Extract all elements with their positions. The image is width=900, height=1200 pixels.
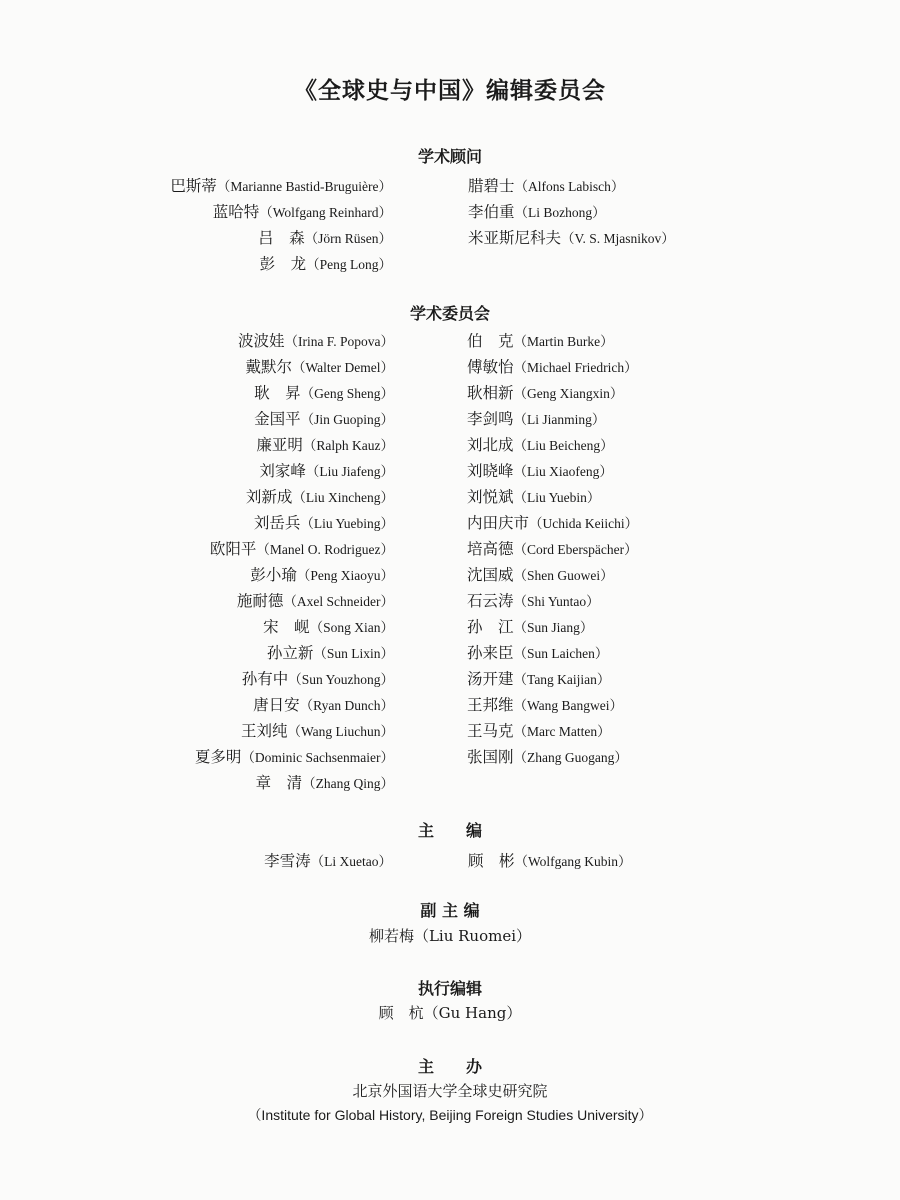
member-entry xyxy=(467,666,638,692)
member-entry xyxy=(170,173,392,199)
member-latin-name: （Sun Lixin） xyxy=(313,646,394,661)
member-entry xyxy=(195,380,394,406)
member-entry xyxy=(195,770,394,796)
member-entry xyxy=(467,562,638,588)
member-chinese-name: 唐日安 xyxy=(253,696,300,714)
member-chinese-name: 王马克 xyxy=(467,722,514,740)
member-latin-name: （Tang Kaijian） xyxy=(513,672,611,687)
executive-editor-heading: 执行编辑 xyxy=(417,979,482,998)
member-chinese-name: 孙立新 xyxy=(266,644,314,662)
member-chinese-name: 彭 龙 xyxy=(259,255,307,273)
advisors-heading: 学术顾问 xyxy=(417,147,482,166)
member-entry xyxy=(195,354,394,380)
member-latin-name: （Shen Guowei） xyxy=(513,568,614,583)
member-latin-name: （V. S. Mjasnikov） xyxy=(561,231,675,246)
member-entry xyxy=(195,536,394,562)
member-chinese-name: 沈国威 xyxy=(467,566,514,584)
member-latin-name: （Shi Yuntao） xyxy=(513,594,600,609)
executive-editor-name: 顾 杭（Gu Hang） xyxy=(378,1004,522,1022)
member-chinese-name: 宋 岘 xyxy=(263,618,310,636)
sponsor-name-cn: 北京外国语大学全球史研究院 xyxy=(352,1082,548,1100)
member-chinese-name: 石云涛 xyxy=(467,592,514,610)
member-chinese-name: 章 清 xyxy=(255,774,303,792)
member-chinese-name: 米亚斯尼科夫 xyxy=(468,229,562,247)
member-entry xyxy=(195,744,394,770)
member-entry xyxy=(468,173,675,199)
member-latin-name: （Ralph Kauz） xyxy=(302,438,394,453)
member-latin-name: （Peng Xiaoyu） xyxy=(296,568,394,583)
deputy-editor-name: 柳若梅（Liu Ruomei） xyxy=(368,927,532,945)
member-chinese-name: 彭小瑜 xyxy=(250,566,297,584)
member-latin-name: （Sun Youzhong） xyxy=(288,672,394,687)
member-latin-name: （Dominic Sachsenmaier） xyxy=(241,750,394,765)
member-entry xyxy=(195,666,394,692)
member-latin-name: （Cord Eberspächer） xyxy=(513,542,638,557)
member-latin-name: （Jörn Rüsen） xyxy=(304,231,392,246)
member-entry xyxy=(467,614,638,640)
member-latin-name: （Uchida Keiichi） xyxy=(529,516,639,531)
member-latin-name: （Sun Jiang） xyxy=(513,620,594,635)
member-latin-name: （Axel Schneider） xyxy=(283,594,394,609)
member-chinese-name: 张国刚 xyxy=(467,748,514,766)
member-latin-name: （Zhang Qing） xyxy=(302,776,394,791)
member-entry xyxy=(467,536,638,562)
committee-left-column xyxy=(195,328,394,796)
member-entry xyxy=(195,458,394,484)
member-latin-name: （Wang Bangwei） xyxy=(513,698,624,713)
member-entry xyxy=(467,640,638,666)
member-latin-name: （Martin Burke） xyxy=(513,334,614,349)
member-entry xyxy=(467,328,638,354)
member-entry xyxy=(467,458,638,484)
chief-editor-right: 顾 彬（Wolfgang Kubin） xyxy=(468,852,632,870)
member-chinese-name: 孙 江 xyxy=(467,618,514,636)
member-entry xyxy=(467,510,638,536)
member-latin-name: （Walter Demel） xyxy=(291,360,394,375)
advisors-left-column xyxy=(170,173,392,277)
member-entry xyxy=(467,354,638,380)
member-chinese-name: 王邦维 xyxy=(467,696,514,714)
member-entry xyxy=(195,614,394,640)
member-entry xyxy=(467,484,638,510)
member-chinese-name: 刘新成 xyxy=(245,488,293,506)
member-entry xyxy=(170,225,392,251)
member-chinese-name: 腊碧士 xyxy=(468,177,515,195)
member-latin-name: （Geng Sheng） xyxy=(300,386,394,401)
member-chinese-name: 施耐德 xyxy=(236,592,284,610)
member-latin-name: （Michael Friedrich） xyxy=(513,360,638,375)
member-chinese-name: 巴斯蒂 xyxy=(170,177,217,195)
member-chinese-name: 欧阳平 xyxy=(209,540,257,558)
member-latin-name: （Jin Guoping） xyxy=(300,412,394,427)
member-latin-name: （Marc Matten） xyxy=(513,724,611,739)
member-entry xyxy=(195,562,394,588)
member-latin-name: （Liu Jiafeng） xyxy=(305,464,394,479)
advisors-right-column xyxy=(468,173,675,251)
committee-right-column xyxy=(467,328,638,770)
member-chinese-name: 夏多明 xyxy=(194,748,242,766)
member-chinese-name: 刘北成 xyxy=(467,436,514,454)
member-latin-name: （Song Xian） xyxy=(309,620,394,635)
member-chinese-name: 金国平 xyxy=(254,410,301,428)
member-entry xyxy=(468,199,675,225)
member-entry xyxy=(170,199,392,225)
member-latin-name: （Irina F. Popova） xyxy=(284,334,394,349)
member-chinese-name: 戴默尔 xyxy=(245,358,292,376)
member-chinese-name: 耿 昇 xyxy=(254,384,301,402)
member-chinese-name: 伯 克 xyxy=(467,332,514,350)
page-title: 《全球史与中国》编辑委员会 xyxy=(294,77,606,104)
member-entry xyxy=(467,432,638,458)
member-latin-name: （Liu Yuebing） xyxy=(300,516,394,531)
member-entry xyxy=(195,510,394,536)
member-entry xyxy=(467,406,638,432)
member-chinese-name: 李伯重 xyxy=(468,203,515,221)
member-chinese-name: 李剑鸣 xyxy=(467,410,514,428)
member-entry xyxy=(195,484,394,510)
committee-heading: 学术委员会 xyxy=(409,304,490,323)
member-entry xyxy=(195,432,394,458)
member-latin-name: （Alfons Labisch） xyxy=(514,179,625,194)
member-chinese-name: 刘家峰 xyxy=(259,462,306,480)
member-chinese-name: 刘悦斌 xyxy=(467,488,514,506)
chief-editor-left: 李雪涛（Li Xuetao） xyxy=(264,852,392,870)
member-latin-name: （Peng Long） xyxy=(306,257,392,272)
chief-editors-heading: 主 编 xyxy=(417,821,482,840)
member-latin-name: （Liu Yuebin） xyxy=(513,490,601,505)
member-chinese-name: 廉亚明 xyxy=(256,436,303,454)
member-latin-name: （Wolfgang Reinhard） xyxy=(259,205,392,220)
member-entry xyxy=(468,225,675,251)
member-chinese-name: 傅敏怡 xyxy=(467,358,514,376)
member-latin-name: （Wang Liuchun） xyxy=(287,724,394,739)
member-chinese-name: 孙有中 xyxy=(241,670,289,688)
member-latin-name: （Geng Xiangxin） xyxy=(513,386,624,401)
member-chinese-name: 培高德 xyxy=(467,540,514,558)
member-latin-name: （Liu Xincheng） xyxy=(292,490,394,505)
member-latin-name: （Zhang Guogang） xyxy=(513,750,628,765)
member-entry xyxy=(467,692,638,718)
member-latin-name: （Sun Laichen） xyxy=(513,646,609,661)
member-latin-name: （Ryan Dunch） xyxy=(299,698,394,713)
member-entry xyxy=(195,718,394,744)
member-chinese-name: 耿相新 xyxy=(467,384,514,402)
member-chinese-name: 孙来臣 xyxy=(467,644,514,662)
member-entry xyxy=(170,251,392,277)
sponsor-name-en: （Institute for Global History, Beijing Foreign Studies University） xyxy=(247,1107,653,1123)
member-chinese-name: 吕 森 xyxy=(258,229,305,247)
member-entry xyxy=(195,640,394,666)
sponsor-heading: 主 办 xyxy=(417,1057,482,1076)
member-latin-name: （Li Bozhong） xyxy=(514,205,606,220)
member-entry xyxy=(467,588,638,614)
member-entry xyxy=(467,718,638,744)
member-chinese-name: 刘岳兵 xyxy=(253,514,301,532)
member-latin-name: （Liu Beicheng） xyxy=(513,438,614,453)
member-latin-name: （Li Jianming） xyxy=(513,412,606,427)
member-chinese-name: 王刘纯 xyxy=(240,722,288,740)
member-latin-name: （Manel O. Rodriguez） xyxy=(256,542,394,557)
member-entry xyxy=(195,406,394,432)
member-chinese-name: 波波娃 xyxy=(237,332,285,350)
member-entry xyxy=(195,692,394,718)
member-latin-name: （Liu Xiaofeng） xyxy=(513,464,613,479)
member-entry xyxy=(467,380,638,406)
member-chinese-name: 刘晓峰 xyxy=(467,462,514,480)
member-chinese-name: 汤开建 xyxy=(467,670,514,688)
deputy-editor-heading: 副 主 编 xyxy=(420,901,480,920)
member-entry xyxy=(467,744,638,770)
member-chinese-name: 内田庆市 xyxy=(467,514,530,532)
member-entry xyxy=(195,328,394,354)
member-entry xyxy=(195,588,394,614)
member-latin-name: （Marianne Bastid-Bruguière） xyxy=(216,179,392,194)
member-chinese-name: 蓝哈特 xyxy=(212,203,260,221)
